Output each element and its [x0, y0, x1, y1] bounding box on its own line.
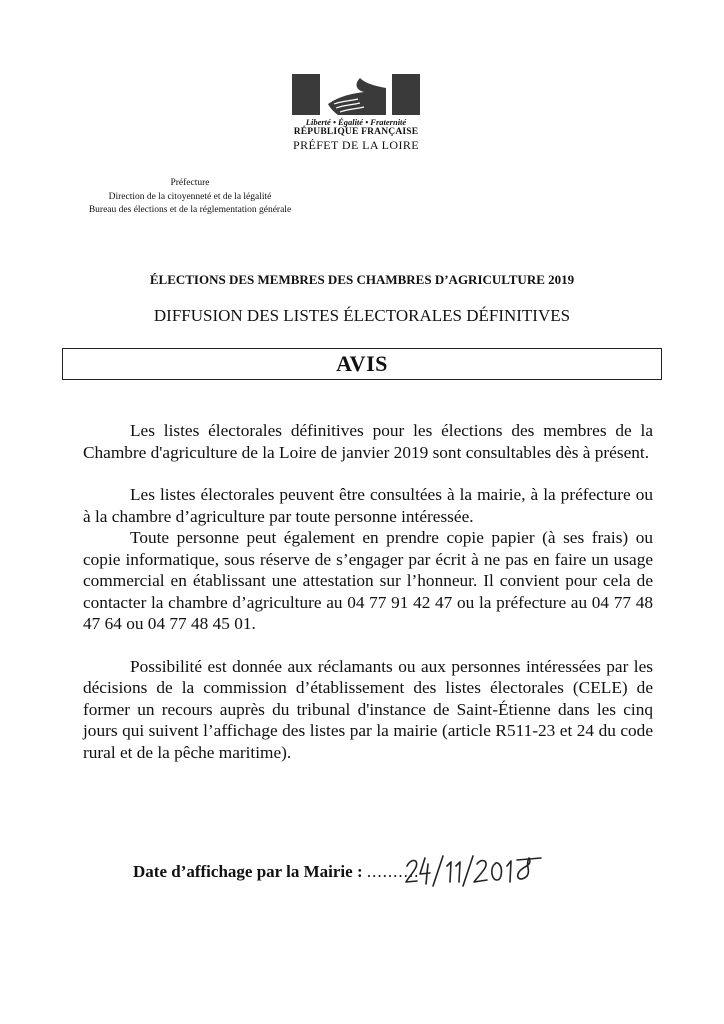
posting-date-label: Date d’affichage par la Mairie :	[133, 862, 363, 881]
paragraph-locations: Les listes électorales peuvent être consultées à la mairie, à la préfecture ou à la chambre d’agriculture par toute personne intéressée.	[83, 485, 653, 526]
document-subtitle: DIFFUSION DES LISTES ÉLECTORALES DÉFINITIVES	[153, 306, 571, 325]
republique-label: RÉPUBLIQUE FRANÇAISE	[293, 127, 419, 137]
direction-label: Direction de la citoyenneté et de la légalité	[108, 191, 272, 202]
republique-logo	[292, 74, 420, 153]
paragraph-copies: Toute personne peut également en prendre copie papier (à ses frais) ou copie informatique, sous réserve de s’engager par écrit à ne pas en faire un usage commercial en établissant une attestation sur l’honneur. Il convient pour cela de contacter la chambre d’agriculture au 04 77 91 42 47 ou la préfecture au 04 77 48 47 64 ou 04 77 48 45 01.	[83, 528, 653, 633]
notice-body	[83, 420, 653, 763]
avis-box	[62, 348, 662, 380]
posting-date-line	[133, 862, 419, 882]
prefet-label: PRÉFET DE LA LOIRE	[293, 138, 419, 152]
avis-heading: AVIS	[336, 351, 388, 376]
bureau-label: Bureau des élections et de la réglementation générale	[88, 205, 292, 215]
paragraph-appeal: Possibilité est donnée aux réclamants ou aux personnes intéressées par les décisions de la commission d’établissement des listes électorales (CELE) de former un recours auprès du tribunal d'instance de Saint-Étienne dans les cinq jours qui suivent l’affichage des listes par la mairie (article R511-23 et 24 du code rural et de la pêche maritime).	[83, 656, 653, 762]
document-title: ÉLECTIONS DES MEMBRES DES CHAMBRES D’AGRICULTURE 2019	[149, 272, 575, 287]
handwritten-date	[403, 852, 545, 892]
paragraph-consultation: Les listes électorales définitives pour les élections des membres de la Chambre d'agriculture de la Loire de janvier 2019 sont consultables dès à présent.	[83, 421, 653, 462]
issuing-department	[60, 177, 320, 218]
prefecture-label: Préfecture	[170, 178, 210, 188]
republic-motto: Liberté • Égalité • Fraternité	[305, 117, 407, 127]
posting-date-dots: ..........	[366, 862, 420, 881]
marianne-logo-icon	[292, 74, 420, 115]
